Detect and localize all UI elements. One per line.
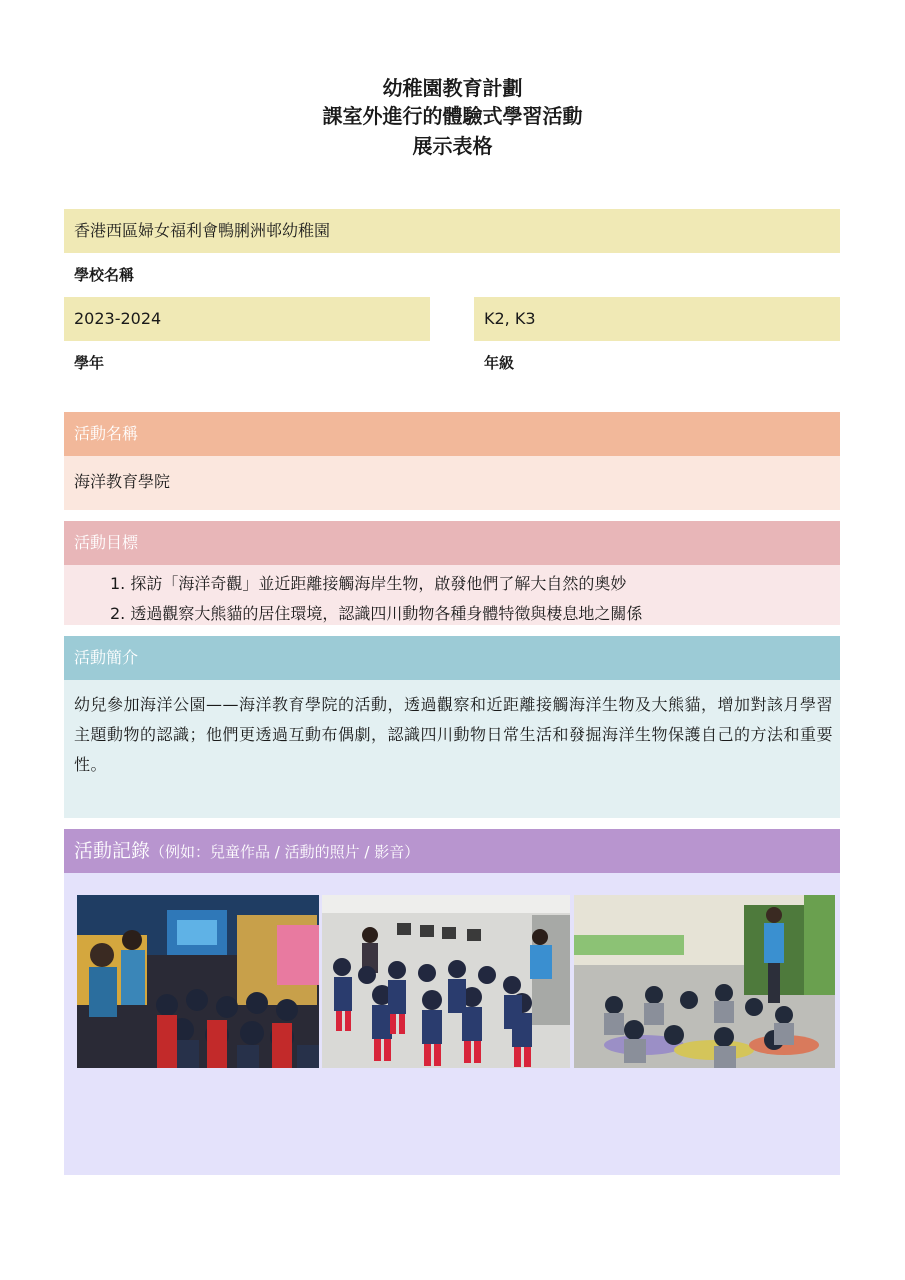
school-name-label: 學校名稱 — [74, 266, 135, 284]
activity-photo-1 — [77, 895, 319, 1068]
activity-record-header — [64, 829, 840, 873]
grade-field: K2, K3 — [474, 297, 840, 341]
activity-goals-header: 活動目標 — [64, 521, 840, 565]
document-title-line3: 展示表格 — [412, 134, 493, 158]
activity-intro-header: 活動簡介 — [64, 636, 840, 680]
activity-name-header: 活動名稱 — [64, 412, 840, 456]
activity-record-note: （例如：兒童作品 / 活動的照片 / 影音） — [150, 843, 420, 861]
grade-label: 年級 — [484, 354, 515, 372]
activity-name-value: 海洋教育學院 — [64, 456, 840, 510]
goal-item-1: 1. 探訪「海洋奇觀」並近距離接觸海岸生物，啟發他們了解大自然的奧妙 — [110, 574, 627, 593]
school-year-label: 學年 — [74, 354, 105, 372]
school-name-field: 香港西區婦女福利會鴨脷洲邨幼稚園 — [64, 209, 840, 253]
goal-item-2: 2. 透過觀察大熊貓的居住環境，認識四川動物各種身體特徵與棲息地之關係 — [110, 604, 643, 623]
activity-photo-2 — [322, 895, 570, 1068]
activity-photo-3 — [574, 895, 835, 1068]
school-year-field: 2023-2024 — [64, 297, 430, 341]
activity-intro-text: 幼兒參加海洋公園——海洋教育學院的活動，透過觀察和近距離接觸海洋生物及大熊貓，增加對該月學習主題動物的認識；他們更透過互動布偶劇，認識四川動物日常生活和發掘海洋生物保護自己的方法和重要性。 — [74, 695, 834, 774]
document-title-line1: 幼稚園教育計劃 — [382, 76, 523, 100]
activity-record-title: 活動記錄 — [74, 840, 151, 862]
document-title-line2: 課室外進行的體驗式學習活動 — [322, 104, 583, 128]
